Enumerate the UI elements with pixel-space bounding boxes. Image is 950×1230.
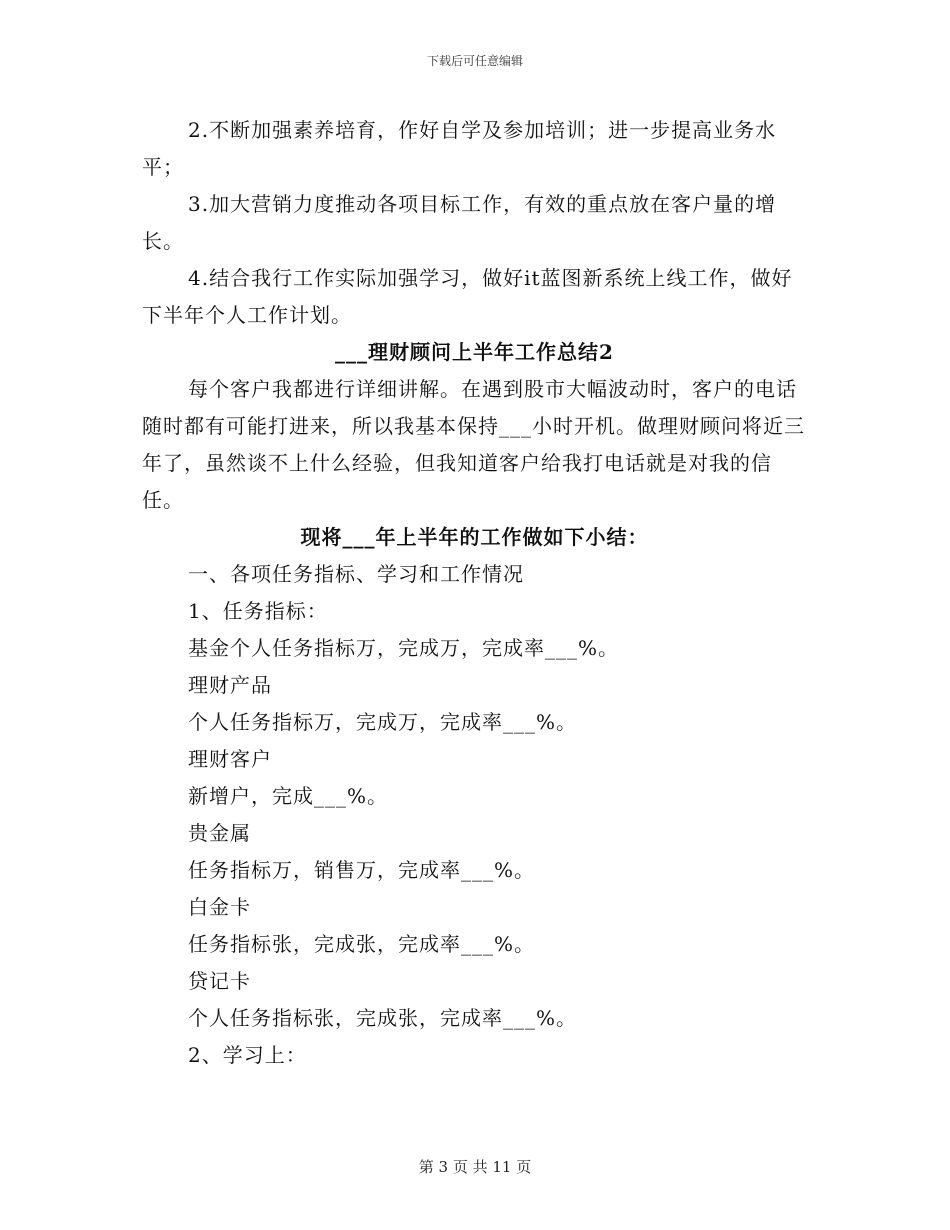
section-intro: 每个客户我都进行详细讲解。在遇到股市大幅波动时，客户的电话随时都有可能打进来，所以我基本保持___小时开机。做理财顾问将近三年了，虽然谈不上什么经验，但我知道客户给我打电话就是对我的信任。 bbox=[142, 377, 805, 512]
list-line: 2、学习上： bbox=[188, 1043, 307, 1067]
paragraph-item-3: 3.加大营销力度推动各项目标工作，有效的重点放在客户量的增长。 bbox=[142, 192, 777, 253]
page-number: 第 3 页 共 11 页 bbox=[418, 1158, 532, 1176]
list-line: 理财产品 bbox=[188, 673, 272, 697]
document-body bbox=[142, 112, 807, 1074]
list-line: 基金个人任务指标万，完成万，完成率___%。 bbox=[188, 636, 620, 660]
paragraph-item-2: 2.不断加强素养培育，作好自学及参加培训；进一步提高业务水平； bbox=[142, 118, 777, 179]
list-line: 贵金属 bbox=[188, 821, 251, 845]
list-line: 白金卡 bbox=[188, 895, 251, 919]
summary-heading: 现将___年上半年的工作做如下小结： bbox=[300, 525, 649, 549]
list-line: 1、任务指标： bbox=[188, 599, 328, 623]
list-line: 新增户，完成___%。 bbox=[188, 784, 389, 808]
list-line: 个人任务指标万，完成万，完成率___%。 bbox=[188, 710, 578, 734]
list-line: 一、各项任务指标、学习和工作情况 bbox=[188, 562, 524, 586]
paragraph-item-4: 4.结合我行工作实际加强学习，做好it蓝图新系统上线工作，做好下半年个人工作计划。 bbox=[142, 266, 793, 327]
list-line: 任务指标张，完成张，完成率___%。 bbox=[188, 932, 536, 956]
header-note: 下载后可任意编辑 bbox=[426, 54, 523, 68]
list-line: 任务指标万，销售万，完成率___%。 bbox=[188, 858, 536, 882]
section-title: ___理财顾问上半年工作总结2 bbox=[335, 340, 614, 364]
list-line: 贷记卡 bbox=[188, 969, 251, 993]
list-line: 个人任务指标张，完成张，完成率___%。 bbox=[188, 1006, 578, 1030]
list-line: 理财客户 bbox=[188, 747, 272, 771]
